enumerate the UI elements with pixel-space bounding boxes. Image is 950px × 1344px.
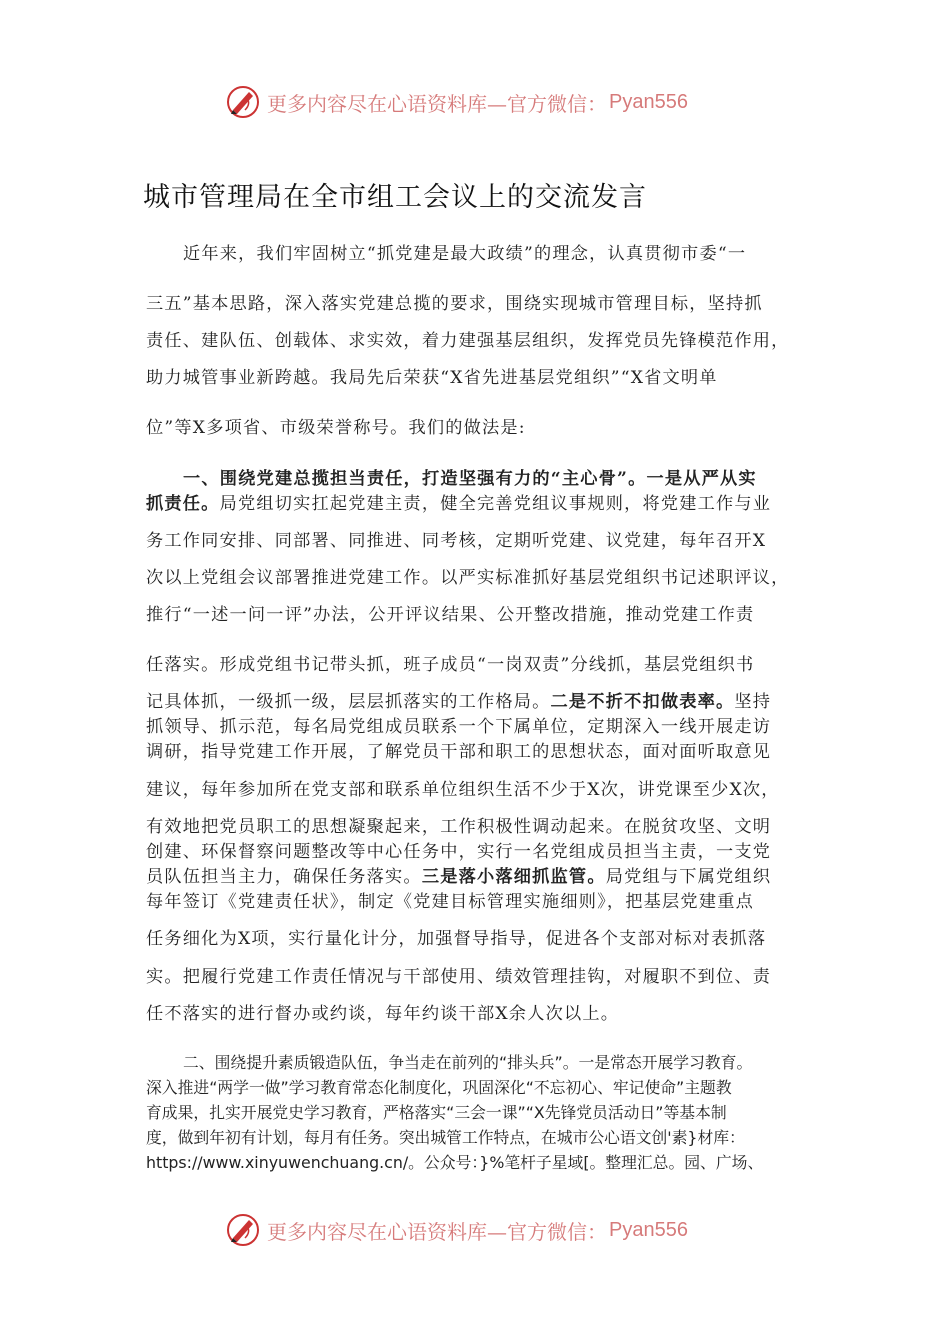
paragraph-line: 任不落实的进行督办或约谈，每年约谈干部X余人次以上。 (146, 1004, 620, 1024)
paragraph-line: 任落实。形成党组书记带头抓，班子成员“一岗双责”分线抓，基层党组织书 (146, 655, 755, 675)
paragraph-line: 建议，每年参加所在党支部和联系单位组织生活不少于X次，讲党课至少X次， (146, 780, 780, 800)
pen-logo-icon (225, 84, 261, 120)
paragraph-line: 实。把履行党建工作责任情况与干部使用、绩效管理挂钩，对履职不到位、责 (146, 967, 772, 987)
paragraph-line (146, 690, 811, 714)
watermark-banner-top (225, 82, 745, 122)
watermark-wechat-id: Pyan556 (609, 90, 688, 113)
watermark-wechat-id: Pyan556 (609, 1218, 688, 1241)
paragraph-line: 助力城管事业新跨越。我局先后荣获“X省先进基层党组织”“X省文明单 (146, 368, 718, 388)
line-text: 坚持 (734, 692, 772, 712)
line-text: 员队伍担当主力，确保任务落实。 (146, 867, 422, 887)
paragraph-line: 调研，指导党建工作开展，了解党员干部和职工的思想状态，面对面听取意见 (146, 742, 772, 762)
paragraph-line: 位”等X多项省、市级荣誉称号。我们的做法是: (146, 418, 526, 438)
paragraph-line: 务工作同安排、同部署、同推进、同考核，定期听党建、议党建，每年召开X (146, 531, 767, 551)
pen-logo-icon (225, 1212, 261, 1248)
paragraph-line: 深入推进“两学一做”学习教育常态化制度化，巩固深化“不忘初心、牢记使命”主题教 (146, 1078, 732, 1097)
watermark-banner-bottom (225, 1210, 745, 1250)
paragraph-line: 抓领导、抓示范，每名局党组成员联系一个下属单位，定期深入一线开展走访 (146, 717, 772, 737)
watermark-text: 更多内容尽在心语资料库—官方微信： (267, 1219, 607, 1244)
line-text: 局党组与下属党组织 (605, 867, 772, 887)
section-heading-two: 二、围绕提升素质锻造队伍，争当走在前列的“排头兵”。一是常态开展学习教育。 (183, 1053, 753, 1072)
paragraph-line: 育成果，扎实开展党史学习教育，严格落实“三会一课”“X先锋党员活动日”等基本制 (146, 1103, 727, 1122)
paragraph-line: 三五”基本思路，深入落实党建总揽的要求，围绕实现城市管理目标，坚持抓 (146, 294, 763, 314)
paragraph-line: 责任、建队伍、创载体、求实效，着力建强基层组织，发挥党员先锋模范作用， (146, 331, 790, 351)
paragraph-line: 近年来，我们牢固树立“抓党建是最大政绩”的理念，认真贯彻市委“一 (183, 244, 747, 264)
bold-phrase: 二是不折不扣做表率。 (550, 692, 735, 712)
bold-phrase: 抓责任。 (146, 494, 220, 514)
paragraph-line: 任务细化为X项，实行量化计分，加强督导指导，促进各个支部对标对表抓落 (146, 929, 767, 949)
paragraph-line: 推行“一述一问一评”办法，公开评议结果、公开整改措施，推动党建工作责 (146, 605, 755, 625)
paragraph-line: https://www.xinyuwenchuang.cn/。公众号：}%笔杆子星域[。整理汇总。园、广场、 (146, 1153, 764, 1172)
paragraph-line (146, 865, 811, 889)
paragraph-line: 有效地把党员职工的思想凝聚起来，工作积极性调动起来。在脱贫攻坚、文明 (146, 817, 772, 837)
line-text: 记具体抓，一级抓一级，层层抓落实的工作格局。 (146, 692, 551, 712)
bold-phrase: 三是落小落细抓监管。 (421, 867, 606, 887)
paragraph-line: 度，做到年初有计划，每月有任务。突出城管工作特点，在城市公心语文创'素}材库： (146, 1128, 745, 1147)
paragraph-line (146, 492, 811, 516)
paragraph-line: 次以上党组会议部署推进党建工作。以严实标准抓好基层党组织书记述职评议， (146, 568, 790, 588)
line-text: 局党组切实扛起党建主责，健全完善党组议事规则，将党建工作与业 (219, 494, 772, 514)
paragraph-line: 每年签订《党建责任状》，制定《党建目标管理实施细则》，把基层党建重点 (146, 892, 754, 912)
paragraph-line: 创建、环保督察问题整改等中心任务中，实行一名党组成员担当主责，一支党 (146, 842, 772, 862)
watermark-text: 更多内容尽在心语资料库—官方微信： (267, 91, 607, 116)
page-title: 城市管理局在全市组工会议上的交流发言 (143, 182, 647, 213)
section-heading-one: 一、围绕党建总揽担当责任，打造坚强有力的“主心骨”。一是从严从实 (183, 469, 757, 489)
